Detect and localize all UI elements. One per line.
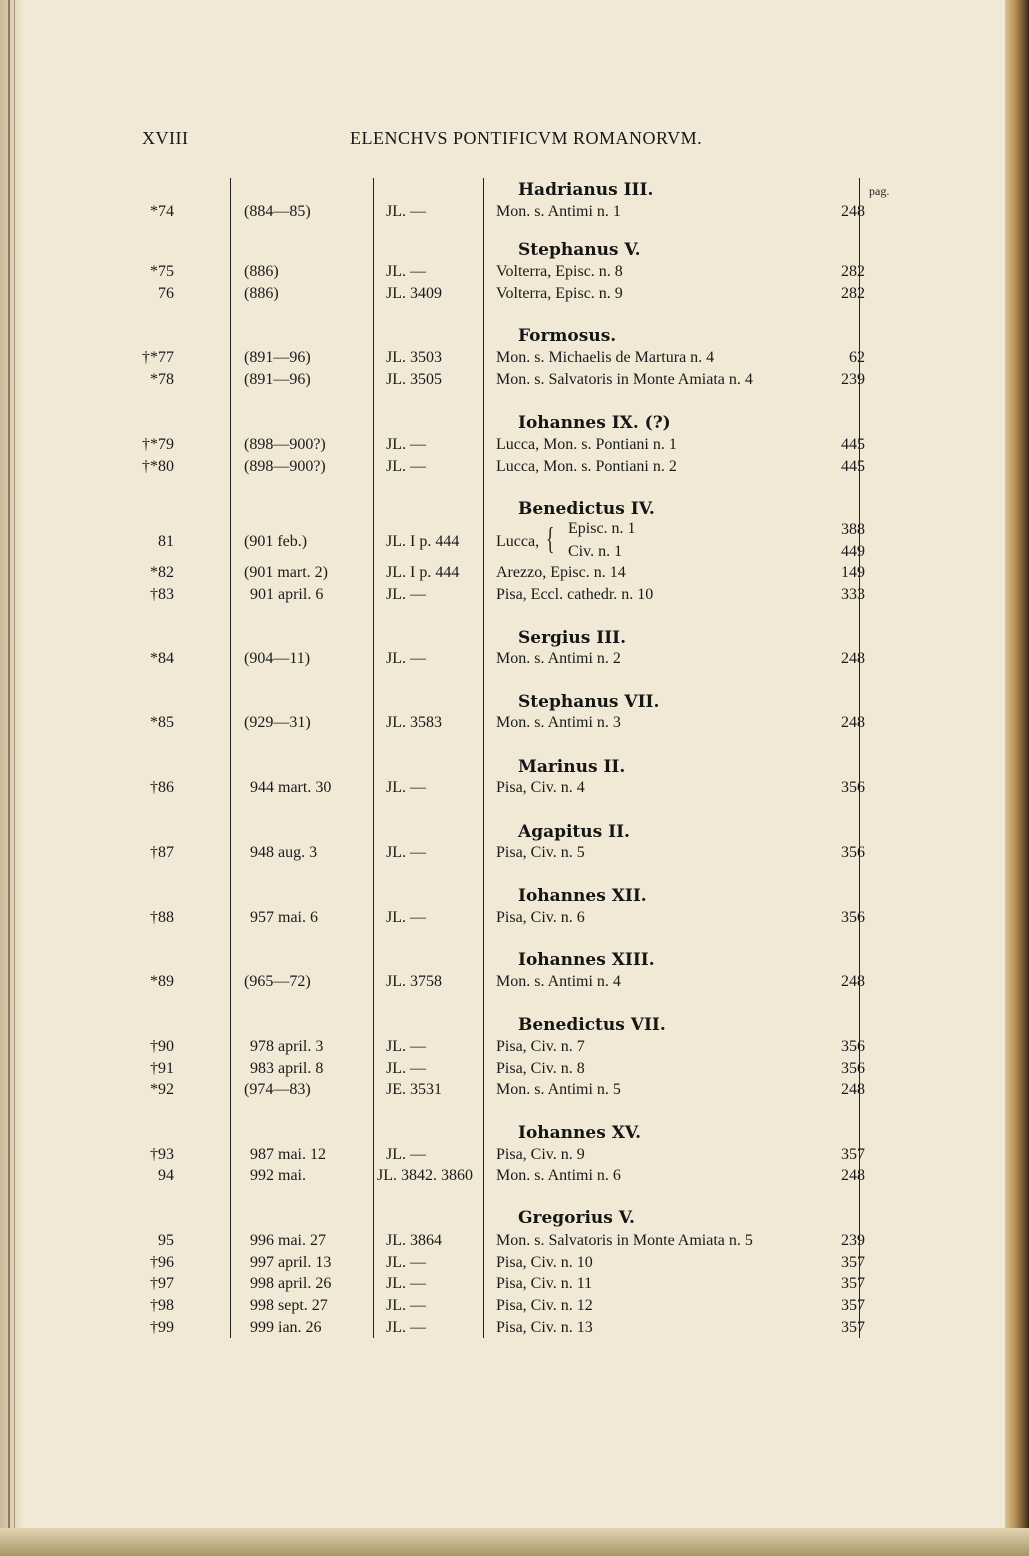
pope-heading: Benedictus IV. (518, 499, 655, 519)
entry-page: 356 (841, 1060, 865, 1077)
entry-number: †*77 (142, 349, 174, 366)
entry-page: 248 (841, 714, 865, 731)
entry-jaffe-ref: JL. I p. 444 (386, 564, 460, 581)
entry-jaffe-ref: JL. 3758 (386, 973, 442, 990)
table-row (0, 1146, 1000, 1168)
entry-reference-sub: Episc. n. 1 (568, 520, 636, 537)
entry-jaffe-ref: JL. — (386, 458, 426, 475)
entry-number: *84 (150, 650, 174, 667)
page-edge (1005, 0, 1029, 1556)
entry-jaffe-ref: JL. 3503 (386, 349, 442, 366)
entry-date: 944 mart. 30 (250, 779, 332, 796)
table-row (0, 520, 1000, 560)
entry-number: †*80 (142, 458, 174, 475)
pope-heading: Sergius III. (518, 628, 627, 648)
entry-number: †98 (150, 1297, 174, 1314)
table-row (0, 1167, 1000, 1189)
table-row (0, 263, 1000, 285)
table-row (0, 1254, 1000, 1276)
entry-jaffe-ref: JL. — (386, 1275, 426, 1292)
entry-number: †91 (150, 1060, 174, 1077)
entry-jaffe-ref: JL. 3505 (386, 371, 442, 388)
table-row (0, 714, 1000, 736)
table-row (0, 973, 1000, 995)
entry-reference: Lucca, Mon. s. Pontiani n. 1 (496, 436, 677, 453)
entry-reference: Pisa, Civ. n. 9 (496, 1146, 585, 1163)
table-row (0, 1060, 1000, 1082)
entry-jaffe-ref: JL. — (386, 436, 426, 453)
table-row (0, 650, 1000, 672)
entry-jaffe-ref: JL. — (386, 1319, 426, 1336)
entry-number: 95 (158, 1232, 174, 1249)
entry-page: 356 (841, 844, 865, 861)
entry-reference: Pisa, Eccl. cathedr. n. 10 (496, 586, 654, 603)
pope-heading: Marinus II. (518, 757, 626, 777)
entry-jaffe-ref: JL. 3409 (386, 285, 442, 302)
entry-number: †99 (150, 1319, 174, 1336)
table-row (0, 349, 1000, 371)
entry-reference: Pisa, Civ. n. 11 (496, 1275, 593, 1292)
pope-heading: Iohannes IX. (?) (518, 413, 671, 433)
entry-number: *82 (150, 564, 174, 581)
entry-date: (886) (244, 285, 279, 302)
entry-page: 449 (841, 543, 865, 560)
table-row (0, 844, 1000, 866)
entry-number: *85 (150, 714, 174, 731)
entry-number: †97 (150, 1275, 174, 1292)
entry-reference: Mon. s. Antimi n. 1 (496, 203, 621, 220)
table-row (0, 1275, 1000, 1297)
entry-date: 987 mai. 12 (250, 1146, 326, 1163)
entry-page: 356 (841, 909, 865, 926)
pope-heading: Stephanus VII. (518, 692, 660, 712)
table-row (0, 1319, 1000, 1341)
entry-number: †*79 (142, 436, 174, 453)
entry-page: 356 (841, 779, 865, 796)
table-row (0, 909, 1000, 931)
entry-page: 149 (841, 564, 865, 581)
page-edge-bottom (0, 1528, 1029, 1556)
entry-date: 948 aug. 3 (250, 844, 318, 861)
entry-reference: Pisa, Civ. n. 7 (496, 1038, 585, 1055)
entry-number: 76 (158, 285, 174, 302)
entry-jaffe-ref: JL. — (386, 1060, 426, 1077)
entry-date: (886) (244, 263, 279, 280)
entry-number: †88 (150, 909, 174, 926)
pope-heading: Iohannes XII. (518, 886, 647, 906)
entry-date: (929—31) (244, 714, 311, 731)
pope-heading: Hadrianus III. (518, 180, 654, 200)
table-row (0, 371, 1000, 393)
entry-date: (898—900?) (244, 436, 326, 453)
entry-reference-sub: Civ. n. 1 (568, 543, 623, 560)
entry-date: 996 mai. 27 (250, 1232, 326, 1249)
entry-page: 357 (841, 1297, 865, 1314)
entry-date: (904—11) (244, 650, 311, 667)
entry-reference: Pisa, Civ. n. 10 (496, 1254, 593, 1271)
entry-page: 248 (841, 973, 865, 990)
entry-page: 445 (841, 458, 865, 475)
pope-heading: Iohannes XIII. (518, 950, 655, 970)
entry-reference: Mon. s. Michaelis de Martura n. 4 (496, 349, 715, 366)
entry-jaffe-ref: JL. I p. 444 (386, 533, 460, 550)
pope-heading: Agapitus II. (518, 822, 630, 842)
entry-date: (898—900?) (244, 458, 326, 475)
entry-page: 388 (841, 521, 865, 538)
entry-jaffe-ref: JL. — (386, 779, 426, 796)
entry-number: *89 (150, 973, 174, 990)
table-row (0, 1038, 1000, 1060)
entry-reference: Mon. s. Salvatoris in Monte Amiata n. 5 (496, 1232, 753, 1249)
entry-number: *92 (150, 1081, 174, 1098)
entry-jaffe-ref: JL. — (386, 1038, 426, 1055)
entry-jaffe-ref: JL. — (386, 1146, 426, 1163)
entry-number: †93 (150, 1146, 174, 1163)
table-row (0, 1232, 1000, 1254)
entry-page: 357 (841, 1319, 865, 1336)
entry-number: †86 (150, 779, 174, 796)
pope-heading: Benedictus VII. (518, 1015, 666, 1035)
entry-reference: Pisa, Civ. n. 5 (496, 844, 585, 861)
table-row (0, 1081, 1000, 1103)
entry-date: 998 april. 26 (250, 1275, 332, 1292)
entry-page: 333 (841, 586, 865, 603)
entry-page: 356 (841, 1038, 865, 1055)
entry-jaffe-ref: JL. — (386, 1254, 426, 1271)
table-row (0, 285, 1000, 307)
entry-reference: Lucca, (496, 533, 540, 550)
entry-jaffe-ref: JL. — (386, 1297, 426, 1314)
entry-reference: Mon. s. Salvatoris in Monte Amiata n. 4 (496, 371, 753, 388)
table-row (0, 436, 1000, 458)
pope-heading: Iohannes XV. (518, 1123, 642, 1143)
table-row (0, 586, 1000, 608)
entry-page: 445 (841, 436, 865, 453)
entry-number: *78 (150, 371, 174, 388)
table-row (0, 458, 1000, 480)
entry-number: †90 (150, 1038, 174, 1055)
entry-jaffe-ref: JL. 3583 (386, 714, 442, 731)
entry-page: 357 (841, 1275, 865, 1292)
table-row (0, 564, 1000, 586)
entry-reference: Mon. s. Antimi n. 3 (496, 714, 621, 731)
entry-page: 248 (841, 1081, 865, 1098)
entry-reference: Volterra, Episc. n. 9 (496, 285, 623, 302)
entry-page: 357 (841, 1146, 865, 1163)
entry-date: 999 ian. 26 (250, 1319, 322, 1336)
entry-number: 81 (158, 533, 174, 550)
entry-page: 239 (841, 371, 865, 388)
entry-reference: Pisa, Civ. n. 13 (496, 1319, 593, 1336)
entry-jaffe-ref: JL. 3842. 3860 (377, 1167, 473, 1184)
entry-jaffe-ref: JE. 3531 (386, 1081, 442, 1098)
entry-page: 282 (841, 263, 865, 280)
entry-reference: Arezzo, Episc. n. 14 (496, 564, 626, 581)
entry-reference: Mon. s. Antimi n. 2 (496, 650, 621, 667)
brace: { (546, 520, 555, 556)
entry-number: *75 (150, 263, 174, 280)
entry-reference: Pisa, Civ. n. 12 (496, 1297, 593, 1314)
entry-reference: Volterra, Episc. n. 8 (496, 263, 623, 280)
entry-reference: Lucca, Mon. s. Pontiani n. 2 (496, 458, 677, 475)
table-row (0, 1297, 1000, 1319)
entry-jaffe-ref: JL. — (386, 909, 426, 926)
entry-date: 992 mai. (250, 1167, 306, 1184)
entry-date: (965—72) (244, 973, 311, 990)
entry-jaffe-ref: JL. — (386, 586, 426, 603)
entry-number: †96 (150, 1254, 174, 1271)
entry-date: (891—96) (244, 349, 311, 366)
pope-heading: Gregorius V. (518, 1208, 635, 1228)
entry-date: 983 april. 8 (250, 1060, 324, 1077)
table-row (0, 203, 1000, 225)
entry-date: (901 feb.) (244, 533, 308, 550)
pope-heading: Formosus. (518, 326, 617, 346)
entry-number: 94 (158, 1167, 174, 1184)
entry-reference: Pisa, Civ. n. 4 (496, 779, 585, 796)
entry-page: 248 (841, 1167, 865, 1184)
entry-date: 978 april. 3 (250, 1038, 324, 1055)
entry-date: (974—83) (244, 1081, 311, 1098)
entry-reference: Pisa, Civ. n. 8 (496, 1060, 585, 1077)
entry-page: 248 (841, 650, 865, 667)
entry-number: †83 (150, 586, 174, 603)
entry-date: 997 april. 13 (250, 1254, 332, 1271)
table-row (0, 779, 1000, 801)
pag-column-heading: pag. (869, 184, 890, 198)
entry-jaffe-ref: JL. — (386, 650, 426, 667)
pope-heading: Stephanus V. (518, 240, 641, 260)
entry-number: *74 (150, 203, 174, 220)
entry-page: 357 (841, 1254, 865, 1271)
entry-reference: Mon. s. Antimi n. 4 (496, 973, 621, 990)
entry-number: †87 (150, 844, 174, 861)
entry-reference: Mon. s. Antimi n. 5 (496, 1081, 621, 1098)
entry-date: (884—85) (244, 203, 311, 220)
entry-date: 901 april. 6 (250, 586, 324, 603)
entry-page: 248 (841, 203, 865, 220)
entry-jaffe-ref: JL. 3864 (386, 1232, 442, 1249)
entry-date: (891—96) (244, 371, 311, 388)
entry-date: (901 mart. 2) (244, 564, 328, 581)
entry-reference: Mon. s. Antimi n. 6 (496, 1167, 621, 1184)
page-number: XVIII (142, 128, 189, 148)
entry-page: 62 (849, 349, 865, 366)
entry-jaffe-ref: JL. — (386, 203, 426, 220)
entry-date: 998 sept. 27 (250, 1297, 328, 1314)
entry-reference: Pisa, Civ. n. 6 (496, 909, 585, 926)
entry-page: 282 (841, 285, 865, 302)
entry-page: 239 (841, 1232, 865, 1249)
entry-jaffe-ref: JL. — (386, 263, 426, 280)
running-title: ELENCHVS PONTIFICVM ROMANORVM. (350, 128, 703, 148)
entry-jaffe-ref: JL. — (386, 844, 426, 861)
entry-date: 957 mai. 6 (250, 909, 318, 926)
